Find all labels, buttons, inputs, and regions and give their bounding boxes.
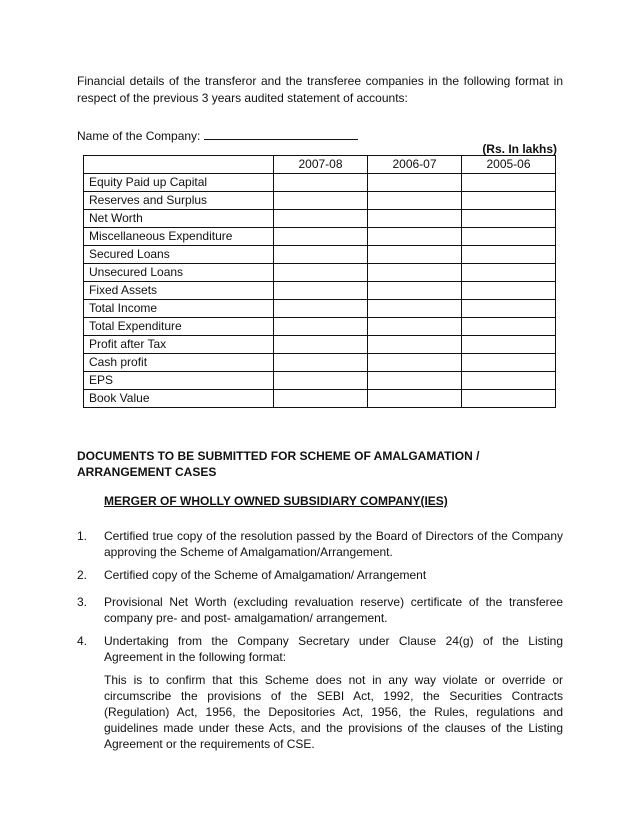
- table-row: [84, 300, 556, 318]
- empty-value-cell: [274, 174, 368, 192]
- documents-heading: DOCUMENTS TO BE SUBMITTED FOR SCHEME OF AMALGAMATION / ARRANGEMENT CASES: [77, 449, 480, 479]
- list-item: [77, 594, 563, 626]
- empty-value-cell: [274, 246, 368, 264]
- company-name-label: Name of the Company:: [77, 129, 201, 143]
- empty-value-cell: [462, 246, 556, 264]
- table-row: [84, 372, 556, 390]
- row-label: Book Value: [84, 390, 274, 408]
- company-name-line: [77, 128, 358, 144]
- table-header-cell: 2006-07: [368, 156, 462, 174]
- row-label: EPS: [84, 372, 274, 390]
- row-label: Fixed Assets: [84, 282, 274, 300]
- table-row: [84, 318, 556, 336]
- empty-value-cell: [368, 390, 462, 408]
- empty-value-cell: [368, 372, 462, 390]
- table-row: [84, 228, 556, 246]
- row-label: Total Expenditure: [84, 318, 274, 336]
- list-item-text: Provisional Net Worth (excluding revaluation reserve) certificate of the transferee company pre- and post- amalgamation/ arrangement.: [104, 595, 563, 625]
- table-row: [84, 174, 556, 192]
- empty-value-cell: [368, 282, 462, 300]
- empty-value-cell: [368, 174, 462, 192]
- empty-value-cell: [462, 192, 556, 210]
- empty-value-cell: [462, 282, 556, 300]
- list-item: [77, 528, 563, 560]
- empty-value-cell: [368, 246, 462, 264]
- list-item: [77, 633, 563, 752]
- row-label: Cash profit: [84, 354, 274, 372]
- empty-value-cell: [274, 300, 368, 318]
- table-header-cell: 2005-06: [462, 156, 556, 174]
- empty-value-cell: [274, 210, 368, 228]
- table-row: [84, 264, 556, 282]
- empty-value-cell: [368, 336, 462, 354]
- table-row: [84, 282, 556, 300]
- empty-value-cell: [274, 372, 368, 390]
- table-row: [84, 354, 556, 372]
- empty-value-cell: [274, 318, 368, 336]
- list-item-number: 4.: [77, 634, 88, 648]
- empty-value-cell: [368, 228, 462, 246]
- list-item-text: Certified true copy of the resolution passed by the Board of Directors of the Company approving the Scheme of Amalgamation/Arrangement.: [104, 529, 563, 559]
- table-row: [84, 246, 556, 264]
- undertaking-quote: This is to confirm that this Scheme does not in any way violate or override or circumscribe the provisions of the SEBI Act, 1992, the Securities Contracts (Regulation) Act, 1956, the Depositories Act, 1956, the Rules, regulations and guidelines made under these Acts, and the provisions of the clauses of the Listing Agreement or the requirements of CSE.: [104, 673, 563, 751]
- empty-value-cell: [274, 282, 368, 300]
- row-label: Miscellaneous Expenditure: [84, 228, 274, 246]
- empty-value-cell: [462, 354, 556, 372]
- list-item-number: 3.: [77, 595, 88, 609]
- list-item-number: 1.: [77, 529, 88, 543]
- empty-value-cell: [462, 174, 556, 192]
- list-item-number: 2.: [77, 568, 88, 582]
- list-item-text: Undertaking from the Company Secretary under Clause 24(g) of the Listing Agreement in the following format:: [104, 634, 563, 664]
- empty-value-cell: [462, 336, 556, 354]
- empty-value-cell: [274, 354, 368, 372]
- company-name-blank: [204, 128, 358, 140]
- empty-value-cell: [274, 336, 368, 354]
- row-label: Net Worth: [84, 210, 274, 228]
- list-item: [77, 567, 563, 583]
- table-header-cell: 2007-08: [274, 156, 368, 174]
- units-note: (Rs. In lakhs): [482, 142, 557, 156]
- intro-paragraph: Financial details of the transferor and the transferee companies in the following format in respect of the previous 3 years audited statement of accounts:: [77, 74, 563, 105]
- row-label: Unsecured Loans: [84, 264, 274, 282]
- empty-value-cell: [462, 390, 556, 408]
- row-label: Equity Paid up Capital: [84, 174, 274, 192]
- table-body: [84, 174, 556, 408]
- empty-value-cell: [368, 318, 462, 336]
- table-row: [84, 210, 556, 228]
- empty-value-cell: [462, 264, 556, 282]
- empty-value-cell: [368, 264, 462, 282]
- empty-value-cell: [368, 192, 462, 210]
- list-item-text: Certified copy of the Scheme of Amalgamation/ Arrangement: [104, 568, 427, 582]
- empty-value-cell: [462, 228, 556, 246]
- row-label: Total Income: [84, 300, 274, 318]
- table-row: [84, 390, 556, 408]
- merger-subheading: MERGER OF WHOLLY OWNED SUBSIDIARY COMPANY(IES): [104, 494, 448, 508]
- empty-value-cell: [274, 192, 368, 210]
- empty-value-cell: [368, 354, 462, 372]
- empty-value-cell: [368, 210, 462, 228]
- table-header-row: [84, 156, 556, 174]
- empty-value-cell: [274, 228, 368, 246]
- table-row: [84, 192, 556, 210]
- empty-value-cell: [274, 264, 368, 282]
- financial-details-table: [83, 155, 556, 408]
- row-label: Secured Loans: [84, 246, 274, 264]
- table-header-cell: [84, 156, 274, 174]
- empty-value-cell: [368, 300, 462, 318]
- table-row: [84, 336, 556, 354]
- row-label: Reserves and Surplus: [84, 192, 274, 210]
- empty-value-cell: [462, 318, 556, 336]
- row-label: Profit after Tax: [84, 336, 274, 354]
- empty-value-cell: [462, 372, 556, 390]
- empty-value-cell: [462, 210, 556, 228]
- empty-value-cell: [274, 390, 368, 408]
- empty-value-cell: [462, 300, 556, 318]
